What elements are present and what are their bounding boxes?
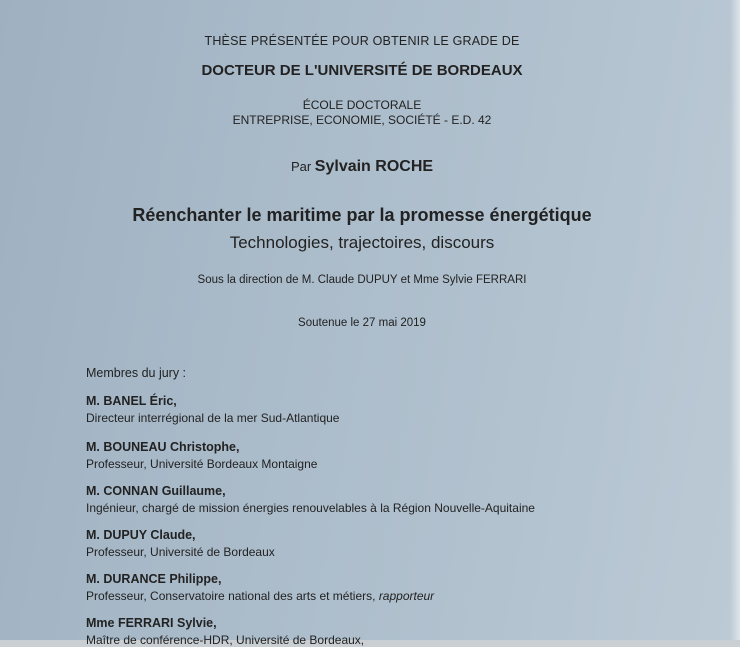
jury-member [86, 484, 535, 515]
jury-member-name: M. DUPUY Claude, [86, 528, 196, 542]
jury-member-role: Professeur, Conservatoire national des arts et métiers, rapporteur [86, 589, 435, 603]
jury-member-name: Mme FERRARI Sylvie, [86, 616, 217, 630]
jury-member [86, 616, 364, 647]
jury-member [86, 394, 339, 425]
author-prefix: Par [290, 159, 312, 174]
jury-member-name: M. DURANCE Philippe, [86, 572, 222, 586]
jury-member-role: Professeur, Université Bordeaux Montaigne [86, 457, 318, 471]
thesis-intro-line: THÈSE PRÉSENTÉE POUR OBTENIR LE GRADE DE [204, 34, 520, 48]
author-line [0, 158, 724, 176]
jury-member-name: M. BOUNEAU Christophe, [86, 440, 240, 454]
doctoral-school-name: ENTREPRISE, ECONOMIE, SOCIÉTÉ - E.D. 42 [232, 113, 492, 127]
author-name: Sylvain ROCHE [314, 158, 434, 175]
degree-title: DOCTEUR DE L'UNIVERSITÉ DE BORDEAUX [201, 62, 523, 79]
jury-member-role: Ingénieur, chargé de mission énergies renouvelables à la Région Nouvelle-Aquitaine [86, 501, 535, 515]
jury-member-role: Maître de conférence-HDR, Université de Bordeaux, [86, 633, 365, 647]
supervision-line: Sous la direction de M. Claude DUPUY et Mme Sylvie FERRARI [197, 274, 527, 286]
jury-label: Membres du jury : [86, 366, 187, 380]
thesis-title: Réenchanter le maritime par la promesse énergétique [132, 205, 592, 225]
jury-member [86, 528, 275, 559]
jury-member [86, 440, 317, 471]
jury-member-role: Professeur, Université de Bordeaux [86, 545, 275, 559]
jury-member-name: M. CONNAN Guillaume, [86, 484, 226, 498]
jury-member-name: M. BANEL Éric, [86, 394, 177, 408]
jury-member-role: Directeur interrégional de la mer Sud-Atlantique [86, 411, 340, 425]
thesis-subtitle: Technologies, trajectoires, discours [229, 233, 495, 252]
jury-member [86, 572, 434, 603]
defense-date: Soutenue le 27 mai 2019 [298, 317, 426, 329]
doctoral-school-label: ÉCOLE DOCTORALE [302, 98, 422, 112]
